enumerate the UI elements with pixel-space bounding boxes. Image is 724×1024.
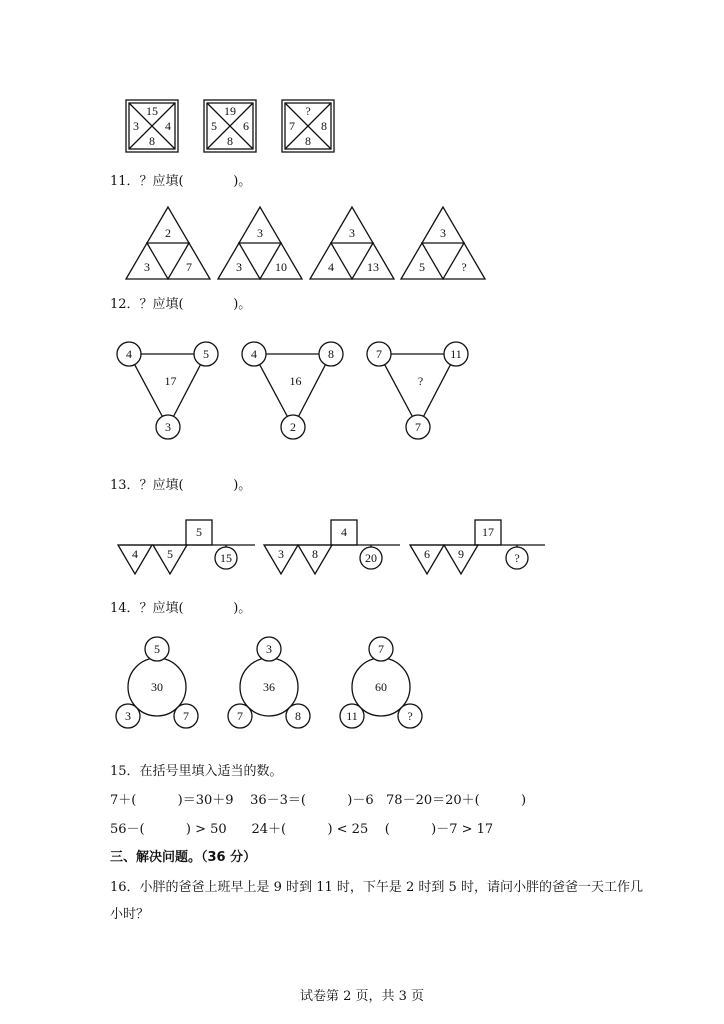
circle-top-left-number: 4 bbox=[251, 347, 257, 361]
circle-number: 20 bbox=[365, 551, 377, 565]
center-number: ? bbox=[417, 374, 424, 388]
q16-line1: 16．小胖的爸爸上班早上是 9 时到 11 时，下午是 2 时到 5 时，请问小胖的爸爸一天工作几 bbox=[110, 880, 643, 895]
triangle-left-number: 3 bbox=[236, 260, 242, 274]
box-number: 4 bbox=[341, 525, 347, 539]
square-left-number: 7 bbox=[289, 119, 295, 133]
triangle-number: 5 bbox=[167, 547, 173, 561]
triangle-right-number: 13 bbox=[367, 260, 379, 274]
bottom-right-circle-number: ? bbox=[407, 709, 413, 723]
q14-prompt: 14．？应填( )。 bbox=[110, 601, 252, 616]
square-bottom-number: 8 bbox=[227, 134, 233, 148]
circle-top-right-number: 11 bbox=[450, 347, 462, 361]
triangle-number: 6 bbox=[424, 547, 430, 561]
triangle-left-number: 3 bbox=[144, 260, 150, 274]
circle-bottom-number: 2 bbox=[290, 420, 296, 434]
inner-triangle bbox=[422, 243, 467, 279]
center-number: 17 bbox=[164, 374, 177, 388]
box-number: 5 bbox=[196, 525, 202, 539]
big-circle-number: 30 bbox=[151, 680, 163, 694]
q12-figures bbox=[0, 330, 724, 445]
q10-figures bbox=[0, 90, 724, 160]
triangle-number: 9 bbox=[458, 547, 464, 561]
q15-prompt: 15．在括号里填入适当的数。 bbox=[110, 764, 283, 779]
triangle-number: 4 bbox=[132, 547, 138, 561]
circle-bottom-number: 3 bbox=[165, 420, 171, 434]
q13-prompt: 13．？应填( )。 bbox=[110, 478, 252, 493]
square-left-number: 5 bbox=[211, 119, 217, 133]
q15-line1: 7＋( )＝30＋9 36－3＝( )－6 78－20＝20＋( ) bbox=[110, 793, 527, 808]
q11-figures bbox=[0, 195, 724, 290]
square-bottom-number: 8 bbox=[305, 134, 311, 148]
circle-top-right-number: 5 bbox=[203, 347, 209, 361]
square-bottom-number: 8 bbox=[149, 134, 155, 148]
box-number: 17 bbox=[482, 525, 494, 539]
q13-figures bbox=[0, 510, 724, 580]
circle-number: 15 bbox=[220, 551, 232, 565]
page-footer: 试卷第 2 页，共 3 页 bbox=[299, 989, 425, 1004]
section3-title: 三、解决问题。（36 分） bbox=[110, 850, 257, 865]
triangle-top-number: 3 bbox=[257, 226, 263, 240]
triangle-left-number: 5 bbox=[419, 260, 425, 274]
circle-bottom-number: 7 bbox=[415, 420, 421, 434]
bottom-right-circle-number: 7 bbox=[183, 709, 189, 723]
big-circle-number: 36 bbox=[263, 680, 275, 694]
triangle-top-number: 3 bbox=[440, 226, 446, 240]
bottom-right-circle-number: 8 bbox=[295, 709, 301, 723]
triangle-right-number: 7 bbox=[186, 260, 192, 274]
square-right-number: 4 bbox=[165, 119, 171, 133]
top-circle-number: 3 bbox=[266, 642, 272, 656]
triangle-right-number: 10 bbox=[275, 260, 287, 274]
triangle-number: 3 bbox=[278, 547, 284, 561]
square-right-number: 6 bbox=[243, 119, 249, 133]
square-top-number: 19 bbox=[224, 104, 236, 118]
bottom-left-circle-number: 11 bbox=[346, 709, 358, 723]
inner-triangle bbox=[147, 243, 189, 279]
square-top-number: ? bbox=[305, 104, 311, 118]
triangle-right-number: ? bbox=[461, 260, 467, 274]
center-number: 16 bbox=[289, 374, 302, 388]
triangle-top-number: 3 bbox=[349, 226, 355, 240]
q12-prompt: 12．？应填( )。 bbox=[110, 297, 252, 312]
triangle-number: 8 bbox=[312, 547, 318, 561]
circle-top-right-number: 8 bbox=[328, 347, 334, 361]
big-circle-number: 60 bbox=[375, 680, 387, 694]
q15-line2: 56－( ) > 50 24＋( ) < 25 ( )－7 > 17 bbox=[110, 822, 494, 837]
square-left-number: 3 bbox=[133, 119, 139, 133]
square-top-number: 15 bbox=[146, 104, 158, 118]
triangle-left-number: 4 bbox=[328, 260, 334, 274]
q11-prompt: 11．？应填( )。 bbox=[110, 174, 252, 189]
q16-line2: 小时？ bbox=[110, 907, 150, 922]
top-circle-number: 7 bbox=[378, 642, 384, 656]
top-circle-number: 5 bbox=[154, 642, 160, 656]
bottom-left-circle-number: 3 bbox=[125, 709, 131, 723]
q14-figures bbox=[0, 630, 724, 735]
circle-top-left-number: 7 bbox=[376, 347, 382, 361]
bottom-left-circle-number: 7 bbox=[237, 709, 243, 723]
square-right-number: 8 bbox=[321, 119, 327, 133]
circle-top-left-number: 4 bbox=[126, 347, 132, 361]
circle-number: ? bbox=[514, 551, 520, 565]
triangle-top-number: 2 bbox=[165, 226, 171, 240]
